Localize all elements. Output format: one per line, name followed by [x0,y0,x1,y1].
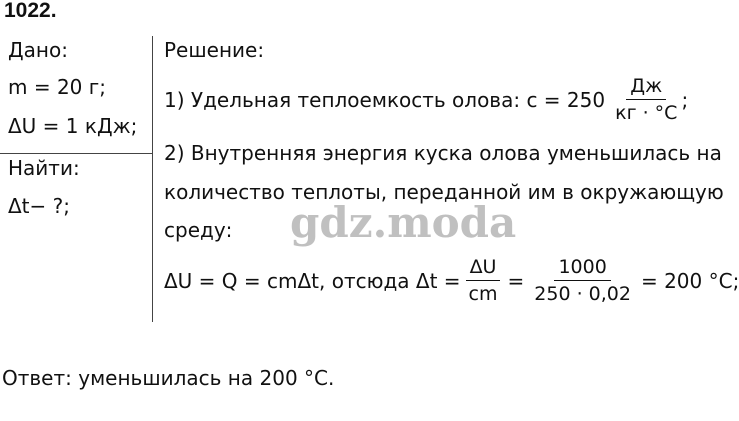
fraction-2-numerator: 1000 [554,256,610,281]
formula-prefix: ΔU = Q = cmΔt, отсюда Δt = [164,268,461,293]
given-header: Дано: [8,38,68,62]
formula-line [164,256,739,305]
find-header: Найти: [8,156,80,180]
step1-prefix: 1) Удельная теплоемкость олова: c = 250 [164,87,606,112]
fraction-1-numerator: ΔU [466,256,501,281]
vertical-divider [152,36,153,322]
step2-line1: 2) Внутренняя энергия куска олова уменьшилась на [164,141,722,165]
given-energy: ΔU = 1 кДж; [8,114,138,138]
fraction-1-denominator: cm [468,283,498,305]
step2-line3: среду: [164,218,233,242]
step1-suffix: ; [681,87,689,112]
fraction-2-denominator: 250 · 0,02 [534,283,631,305]
step1-fraction-denominator: кг · °C [615,102,678,124]
find-unknown: Δt− ?; [8,194,70,218]
formula-suffix: = 200 °C; [640,268,739,293]
formula-fraction-1 [465,256,502,305]
formula-fraction-2 [530,256,635,305]
step2-line2: количество теплоты, переданной им в окружающую [164,180,724,204]
step1-line [164,75,688,124]
solution-header: Решение: [164,38,265,62]
watermark: gdz.moda [290,198,517,247]
answer-line: Ответ: уменьшилась на 200 °C. [2,366,335,390]
problem-number: 1022. [4,0,57,22]
given-mass: m = 20 г; [8,75,107,99]
formula-equals: = [507,268,525,293]
horizontal-divider [0,153,152,154]
step1-fraction-numerator: Дж [626,75,666,100]
step1-fraction [611,75,681,124]
